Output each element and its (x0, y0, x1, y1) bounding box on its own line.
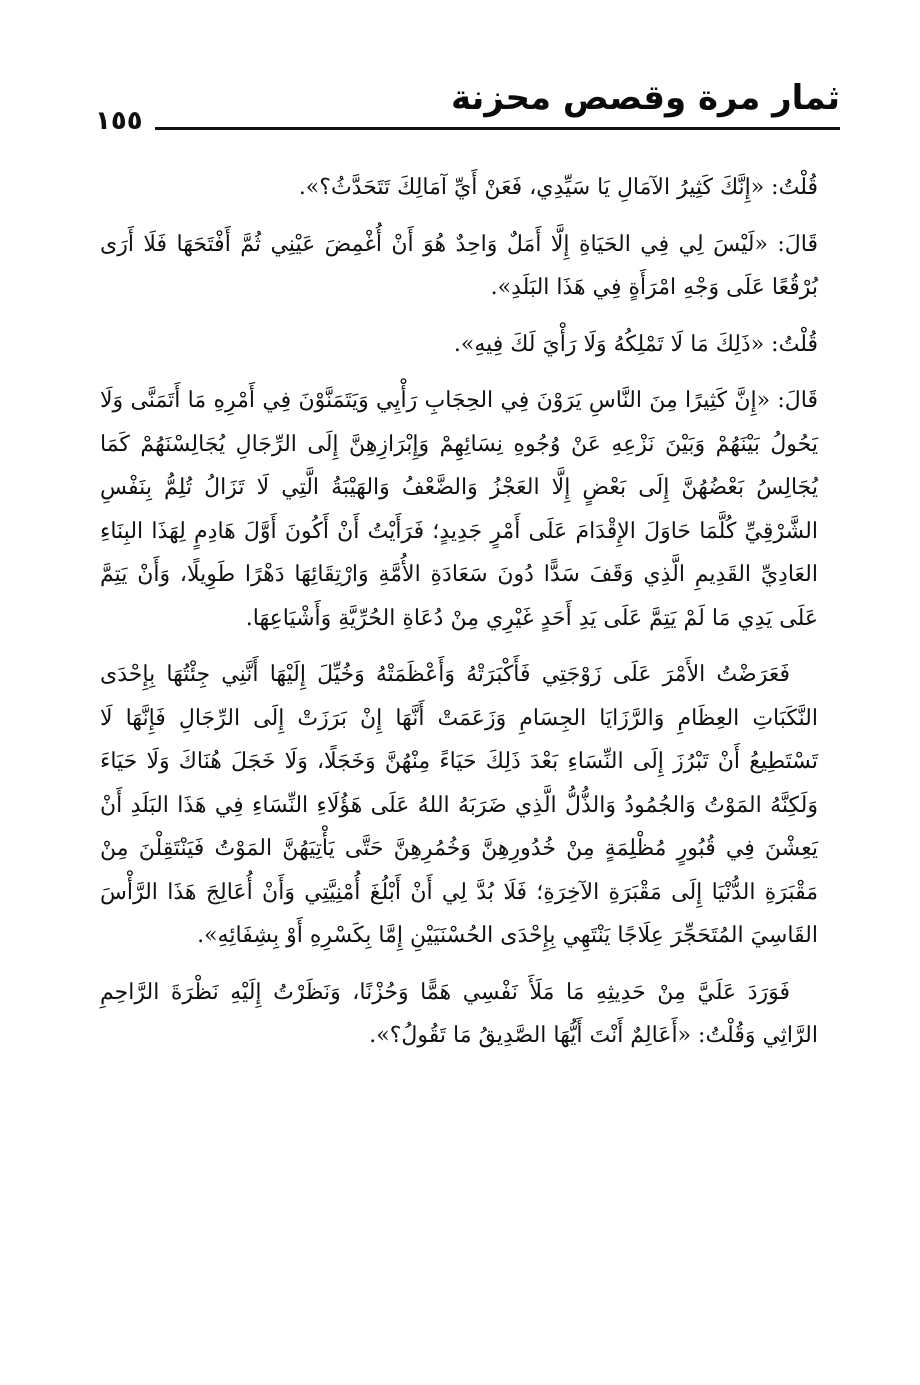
page-body (100, 166, 818, 1071)
page-header (95, 72, 840, 152)
paragraph: قَالَ: «لَيْسَ لِي فِي الحَيَاةِ إِلَّا أَمَلٌ وَاحِدٌ هُوَ أَنْ أُغْمِضَ عَيْنِي ثُمَّ أَفْتَحَهَا فَلَا أَرَى بُرْقُعًا عَلَى وَجْهِ امْرَأَةٍ فِي هَذَا البَلَدِ». (100, 231, 818, 300)
paragraph: فَوَرَدَ عَلَيَّ مِنْ حَدِيثِهِ مَا مَلَأَ نَفْسِي هَمًّا وَحُزْنًا، وَنَظَرْتُ إِلَيْهِ نَظْرَةَ الرَّاحِمِ الرَّاثِي وَقُلْتُ: «أَعَالِمٌ أَنْتَ أَيُّهَا الصَّدِيقُ مَا تَقُولُ؟». (100, 979, 818, 1048)
paragraph: قُلْتُ: «إِنَّكَ كَثِيرُ الآمَالِ يَا سَيِّدِي، فَعَنْ أَيِّ آمَالِكَ تَتَحَدَّثُ؟». (298, 175, 818, 200)
paragraph: فَعَرَضْتُ الأَمْرَ عَلَى زَوْجَتِي فَأَكْبَرَتْهُ وَأَعْظَمَتْهُ وَخُيِّلَ إِلَيْهَا أَنَّنِي جِئْتُهَا بِإِحْدَى النَّكَبَاتِ العِظَامِ وَالرَّزَايَا الجِسَامِ وَزَعَمَتْ أَنَّهَا إِنْ بَرَزَتْ إِلَى الرِّجَالِ فَإِنَّهَا لَا تَسْتَطِيعُ أَنْ تَبْرُزَ إِلَى النِّسَاءِ بَعْدَ ذَلِكَ حَيَاءً مِنْهُنَّ وَخَجَلًا، وَلَا خَجَلَ هُنَاكَ وَلَا حَيَاءَ وَلَكِنَّهُ المَوْتُ وَالجُمُودُ وَالذُّلُّ الَّذِي ضَرَبَهُ اللهُ عَلَى هَؤُلَاءِ النِّسَاءِ فِي هَذَا البَلَدِ أَنْ يَعِشْنَ فِي قُبُورٍ مُظْلِمَةٍ مِنْ خُدُورِهِنَّ وَخُمُرِهِنَّ حَتَّى يَأْتِيَهُنَّ المَوْتُ فَيَنْتَقِلْنَ مِنْ مَقْبَرَةِ الدُّنْيَا إِلَى مَقْبَرَةِ الآخِرَةِ؛ فَلَا بُدَّ لِي أَنْ أَبْلُغَ أُمْنِيَّتِي وَأَنْ أُعَالِجَ هَذَا الرَّأْسَ القَاسِيَ المُتَحَجِّرَ عِلَاجًا يَنْتَهِي بِإِحْدَى الحُسْنَيَيْنِ إِمَّا بِكَسْرِهِ أَوْ بِشِفَائِهِ». (100, 662, 818, 948)
paragraph: قُلْتُ: «ذَلِكَ مَا لَا تَمْلِكُهُ وَلَا رَأْيَ لَكَ فِيهِ». (453, 331, 818, 357)
paragraph: قَالَ: «إِنَّ كَثِيرًا مِنَ النَّاسِ يَرَوْنَ فِي الحِجَابِ رَأْيِي وَيَتَمَنَّوْنَ فِي أَمْرِهِ مَا أَتَمَنَّى وَلَا يَحُولُ بَيْنَهُمْ وَبَيْنَ نَزْعِهِ عَنْ وُجُوهِ نِسَائِهِمْ وَإِبْرَازِهِنَّ إِلَى الرِّجَالِ يُجَالِسْنَهُمْ كَمَا يُجَالِسُ بَعْضُهُنَّ إِلَى بَعْضٍ إِلَّا العَجْزُ وَالضَّعْفُ وَالهَيْبَةُ الَّتِي لَا تَزَالُ تُلِمُّ بِنَفْسِ الشَّرْقِيِّ كُلَّمَا حَاوَلَ الإِقْدَامَ عَلَى أَمْرٍ جَدِيدٍ؛ فَرَأَيْتُ أَنْ أَكُونَ أَوَّلَ هَادِمٍ لِهَذَا البِنَاءِ العَادِيِّ القَدِيمِ الَّذِي وَقَفَ سَدًّا دُونَ سَعَادَةِ الأُمَّةِ وَارْتِقَائِهَا دَهْرًا طَوِيلًا، وَأَنْ يَتِمَّ عَلَى يَدِي مَا لَمْ يَتِمَّ عَلَى يَدِ أَحَدٍ غَيْرِي مِنْ دُعَاةِ الحُرِّيَّةِ وَأَشْيَاعِهَا. (100, 388, 818, 631)
page-number: ١٥٥ (95, 106, 143, 136)
header-rule (155, 127, 840, 130)
book-title: ثمار مرة وقصص محزنة (450, 78, 840, 118)
